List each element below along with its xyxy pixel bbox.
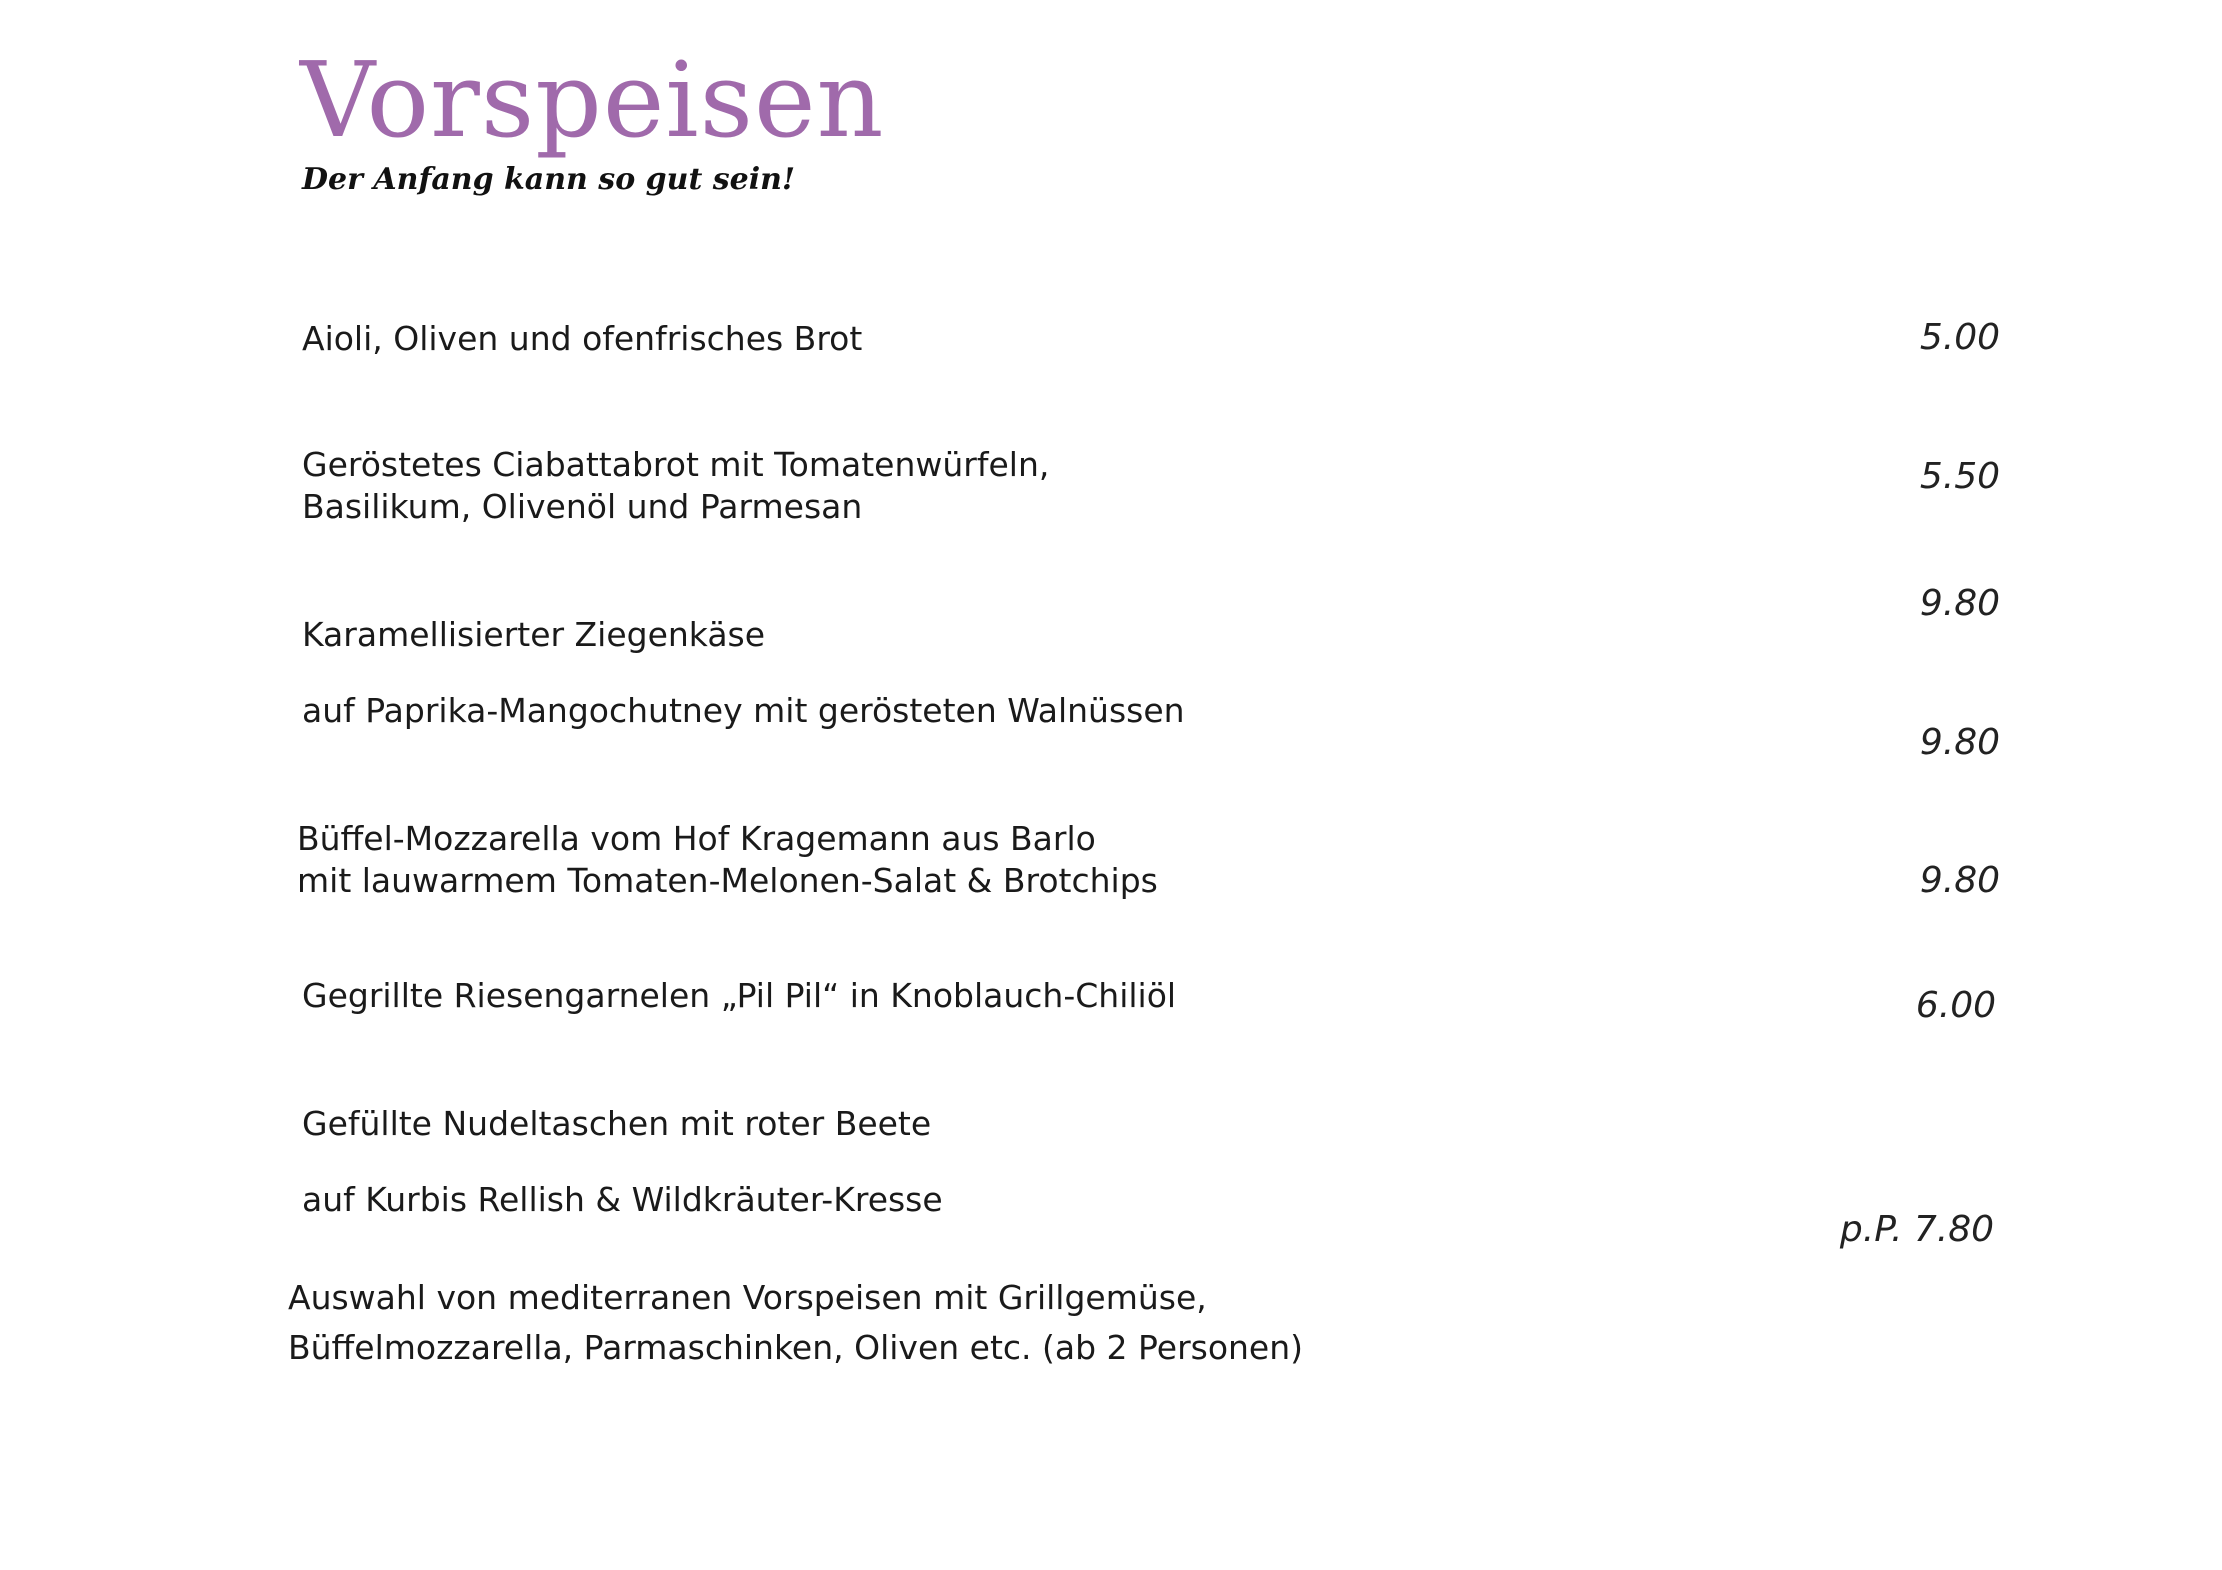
menu-item-price: 6.00 <box>1915 985 1996 1026</box>
menu-item-description: Geröstetes Ciabattabrot mit Tomatenwürfeln, <box>302 445 1050 484</box>
menu-item-price: p.P. 7.80 <box>1839 1209 1994 1250</box>
page-subtitle: Der Anfang kann so gut sein! <box>302 162 796 197</box>
menu-item-price: 9.80 <box>1919 722 2000 763</box>
menu-item-description: mit lauwarmem Tomaten-Melonen-Salat & Brotchips <box>297 861 1158 900</box>
menu-item-description: Basilikum, Olivenöl und Parmesan <box>302 487 863 526</box>
menu-item-description: Gefüllte Nudeltaschen mit roter Beete <box>302 1104 932 1143</box>
menu-item-description: Gegrillte Riesengarnelen „Pil Pil“ in Knoblauch-Chiliöl <box>302 976 1177 1015</box>
menu-item-price: 9.80 <box>1919 860 2000 901</box>
menu-item-price: 5.50 <box>1919 456 2000 497</box>
menu-item-description: auf Kurbis Rellish & Wildkräuter-Kresse <box>302 1180 943 1219</box>
page-title: Vorspeisen <box>300 39 885 161</box>
menu-item-description: Auswahl von mediterranen Vorspeisen mit Grillgemüse, <box>288 1278 1207 1317</box>
menu-item-description: Aioli, Oliven und ofenfrisches Brot <box>302 319 863 358</box>
menu-item-description: Büffel-Mozzarella vom Hof Kragemann aus Barlo <box>297 819 1096 858</box>
menu-item-description: Karamellisierter Ziegenkäse <box>302 615 766 654</box>
menu-item-description: auf Paprika-Mangochutney mit gerösteten Walnüssen <box>302 691 1185 730</box>
menu-item-price: 5.00 <box>1919 317 2000 358</box>
menu-item-price: 9.80 <box>1919 583 2000 624</box>
menu-item-description: Büffelmozzarella, Parmaschinken, Oliven etc. (ab 2 Personen) <box>288 1328 1304 1367</box>
